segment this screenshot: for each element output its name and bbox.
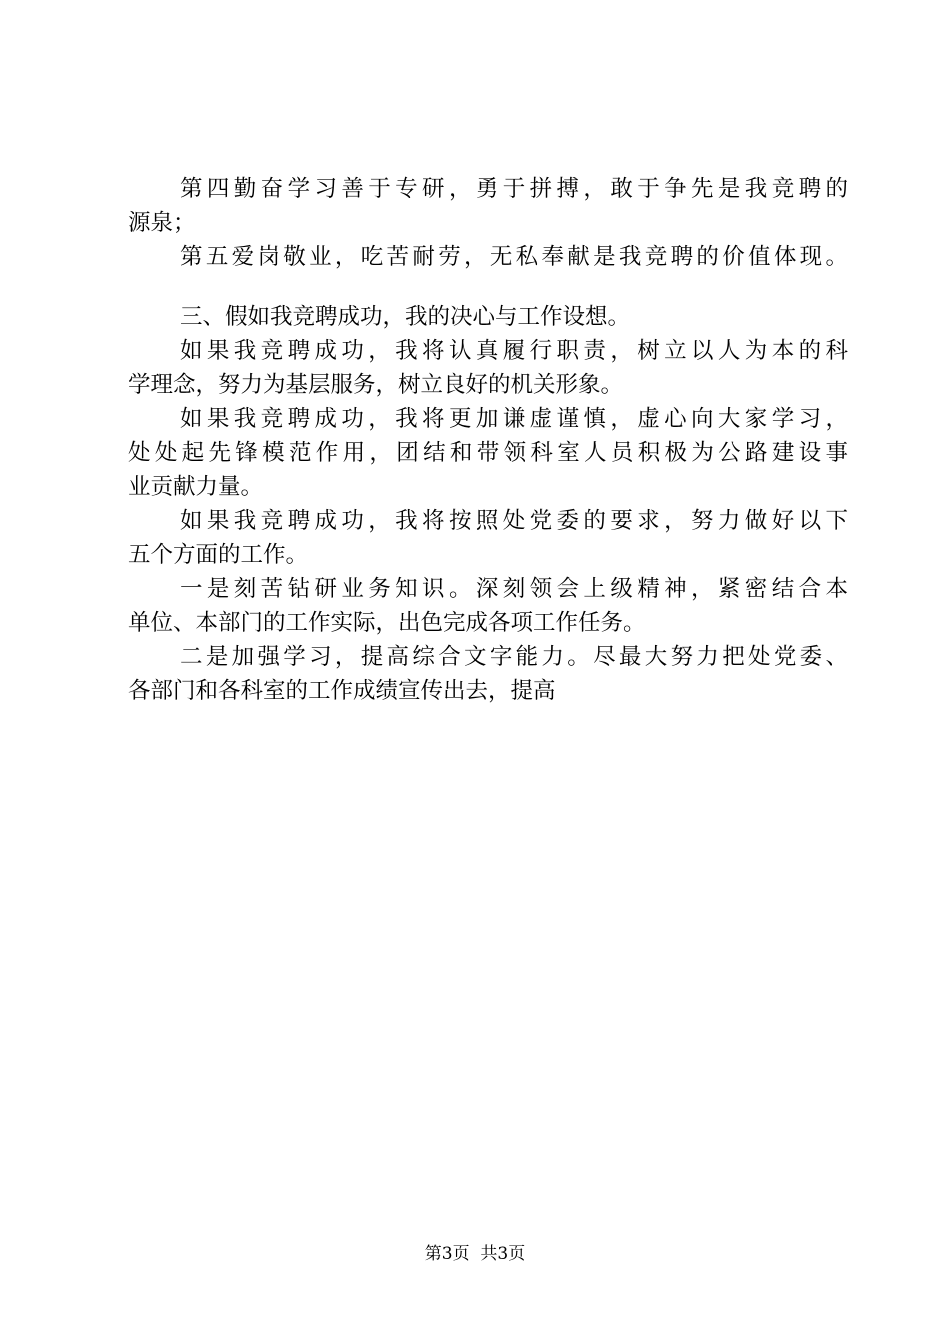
- paragraph: [128, 572, 848, 640]
- text-line: 五个方面的工作。: [128, 542, 309, 568]
- paragraph: [128, 334, 848, 402]
- text-line: 如果我竞聘成功，我将认真履行职责，树立以人为本的科: [180, 338, 848, 364]
- paragraph: [128, 172, 848, 240]
- text-line: 业贡献力量。: [128, 474, 264, 500]
- paragraph-spacer: [128, 274, 848, 300]
- text-line: 如果我竞聘成功，我将按照处党委的要求，努力做好以下: [180, 508, 848, 534]
- text-line: 源泉；: [128, 210, 196, 236]
- text-line: 单位、本部门的工作实际，出色完成各项工作任务。: [128, 610, 646, 636]
- text-line: 学理念，努力为基层服务，树立良好的机关形象。: [128, 372, 624, 398]
- document-body: [128, 172, 848, 708]
- paragraph: [128, 240, 848, 274]
- text-line: 各部门和各科室的工作成绩宣传出去，提高: [128, 678, 556, 704]
- page-footer: 第3页 共3页: [424, 1244, 526, 1264]
- section-heading: [128, 300, 848, 334]
- text-line: 二是加强学习，提高综合文字能力。尽最大努力把处党委、: [180, 644, 848, 670]
- paragraph: [128, 402, 848, 504]
- text-line: 处处起先锋模范作用，团结和带领科室人员积极为公路建设事: [128, 440, 848, 466]
- text-line: 三、假如我竞聘成功，我的决心与工作设想。: [180, 304, 631, 330]
- text-line: 第四勤奋学习善于专研，勇于拼搏，敢于争先是我竞聘的: [180, 176, 848, 202]
- paragraph: [128, 504, 848, 572]
- text-line: 如果我竞聘成功，我将更加谦虚谨慎，虚心向大家学习，: [180, 406, 848, 432]
- text-line: 第五爱岗敬业，吃苦耐劳，无私奉献是我竞聘的价值体现。: [180, 244, 848, 270]
- paragraph: [128, 640, 848, 708]
- text-line: 一是刻苦钻研业务知识。深刻领会上级精神，紧密结合本: [180, 576, 848, 602]
